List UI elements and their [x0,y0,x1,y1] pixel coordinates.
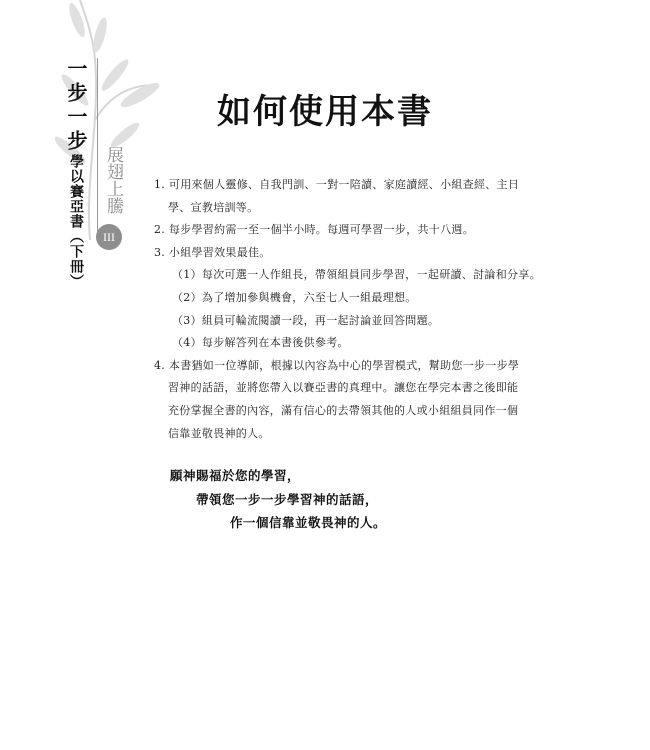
volume-badge: III [96,224,122,250]
list-item: 3. 小組學習效果最佳。 [154,245,271,259]
list-subitem: （3）組員可輪流閱讀一段，再一起討論並回答問題。 [172,313,440,327]
series-name: 一步一步 [64,58,88,154]
list-item: 2. 每步學習約需一至一個半小時。每週可學習一步，共十八週。 [154,223,474,237]
list-subitem: （1）每次可選一人作組長，帶領組員同步學習，一起研讀、討論和分享。 [172,268,541,282]
blessing-line: 願神賜福於您的學習， [170,468,301,483]
list-item: 1. 可用來個人靈修、自我門訓、一對一陪讀、家庭讀經、小組查經、主日學、宣教培訓等。 [154,178,520,214]
page-title: 如何使用本書 [217,92,433,132]
instructions-list [154,174,541,445]
list-subitem: （2）為了增加參與機會，六至七人一組最理想。 [172,290,417,304]
list-subitem: （4）每步解答列在本書後供參考。 [172,336,349,350]
book-title: 學以賽亞書（下冊） [68,154,84,289]
book-subtitle: 展翅上騰 [103,146,123,214]
blessing-line: 作一個信靠並敬畏神的人。 [230,515,387,530]
blessing-line: 帶領您一步一步學習神的話語， [196,492,379,507]
list-item: 4. 本書猶如一位導師，根據以內容為中心的學習模式，幫助您一步一步學習神的話語，並將您帶入以賽亞書的真理中。讓您在學完本書之後即能充份掌握全書的內容，滿有信心的去帶領其他的人或小組組員同作一個信靠並敬畏神的人。 [154,358,520,440]
